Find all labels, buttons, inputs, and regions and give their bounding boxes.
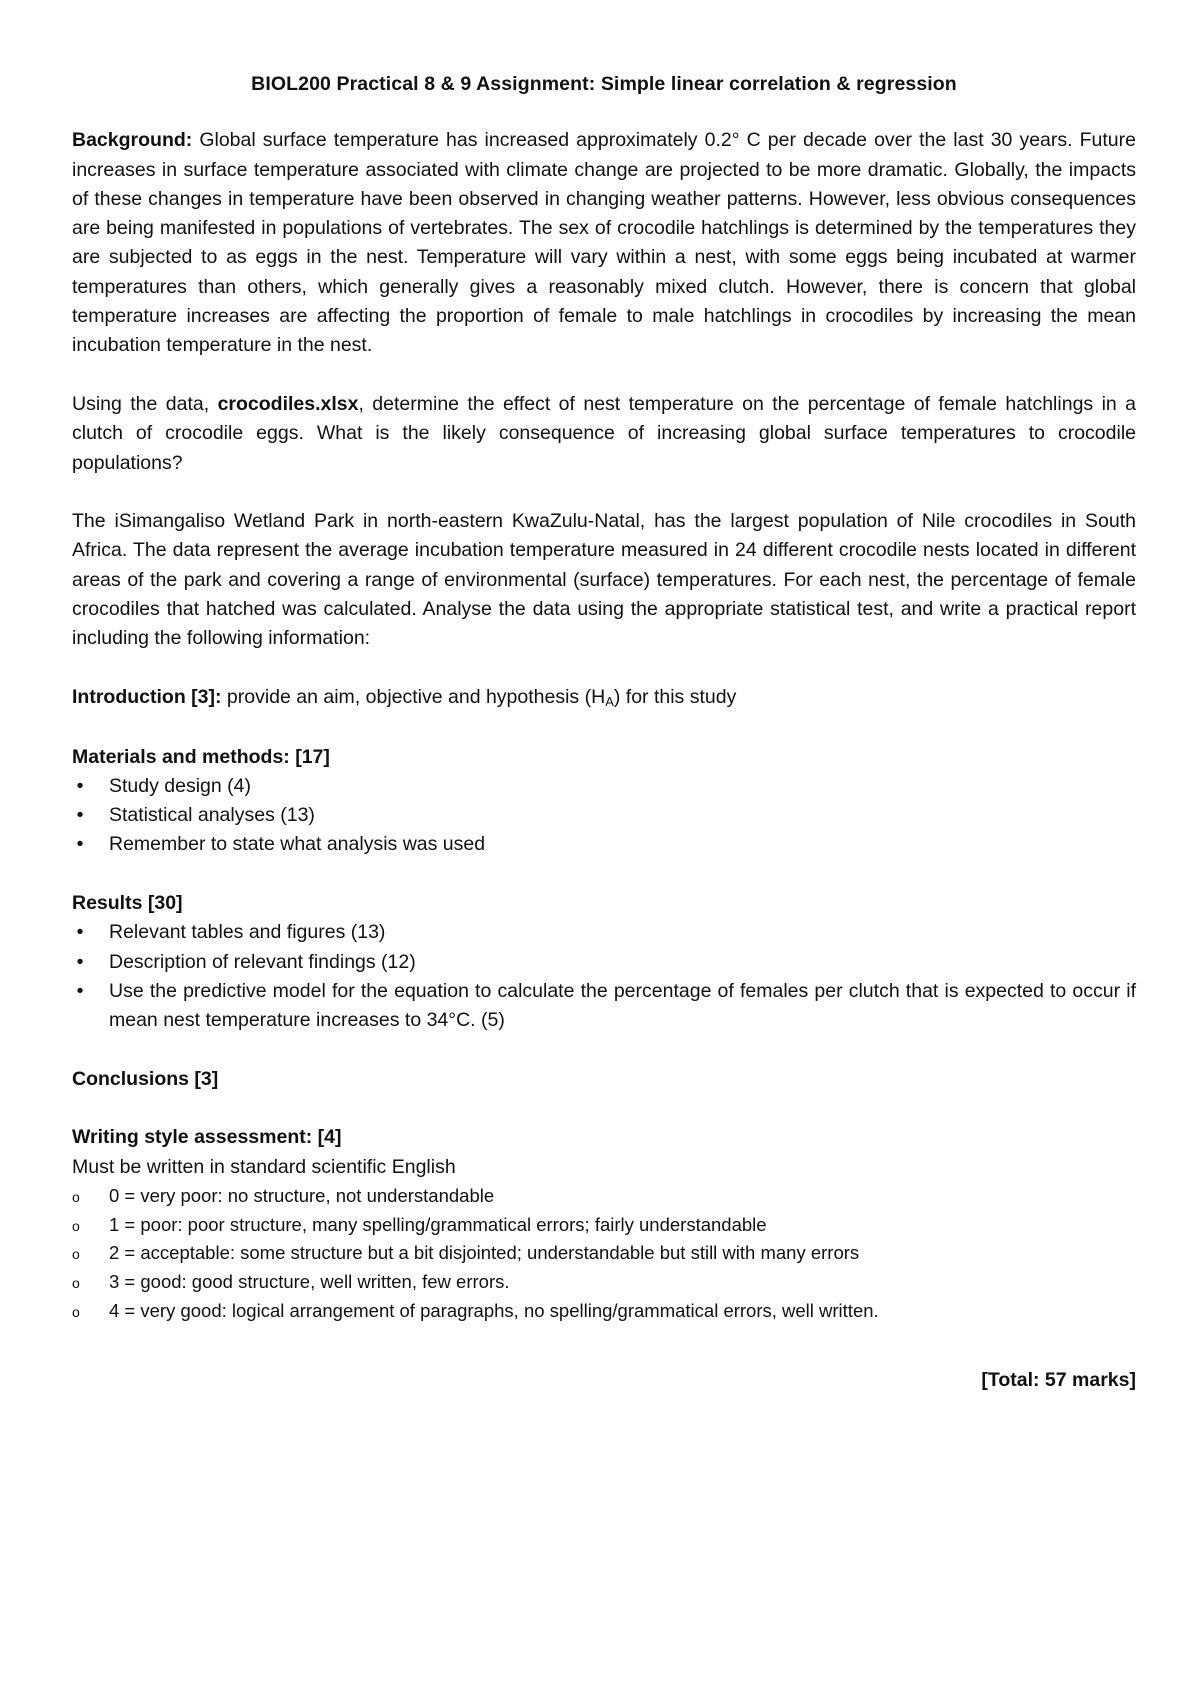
list-item <box>72 977 1136 1036</box>
total-marks: [Total: 57 marks] <box>981 1368 1136 1391</box>
list-item-text: 3 = good: good structure, well written, few errors. <box>109 1271 510 1293</box>
list-item <box>72 1268 1136 1297</box>
introduction-text: provide an aim, objective and hypothesis (H <box>221 685 606 708</box>
bullet-icon: • <box>76 804 84 827</box>
context-paragraph: The iSimangaliso Wetland Park in north-eastern KwaZulu-Natal, has the largest population of Nile crocodiles in South Africa. The data represent the average incubation temperature measured in 24 different crocodile nests located in different areas of the park and covering a range of environmental (surface) temperatures. For each nest, the percentage of female crocodiles that hatched was calculated. Analyse the data using the appropriate statistical test, and write a practical report including the following information: <box>72 510 1136 650</box>
background-paragraph <box>72 126 1136 360</box>
background-label: Background: <box>72 129 193 152</box>
list-item <box>72 948 1136 977</box>
list-item <box>72 772 1136 801</box>
list-item <box>72 1239 1136 1268</box>
writing-intro: Must be written in standard scientific English <box>72 1155 456 1178</box>
writing-heading: Writing style assessment: [4] <box>72 1126 342 1149</box>
list-item-text: 0 = very poor: no structure, not understandable <box>109 1184 495 1206</box>
introduction-label: Introduction [3]: <box>72 685 222 708</box>
results-list <box>72 918 1136 1035</box>
list-item <box>72 1211 1136 1240</box>
introduction-text-end: ) for this study <box>613 685 737 708</box>
list-item-text: 4 = very good: logical arrangement of paragraphs, no spelling/grammatical errors, well written. <box>109 1299 879 1321</box>
data-filename: crocodiles.xlsx <box>217 392 359 415</box>
spacer <box>72 1094 1136 1123</box>
circle-bullet-icon: o <box>72 1303 80 1320</box>
task-paragraph <box>72 390 1136 478</box>
methods-heading: Materials and methods: [17] <box>72 745 330 768</box>
list-item-text: 1 = poor: poor structure, many spelling/grammatical errors; fairly understandable <box>109 1213 767 1235</box>
assignment-page <box>72 70 1136 1395</box>
spacer <box>72 713 1136 742</box>
list-item-text: Relevant tables and figures (13) <box>109 921 386 944</box>
bullet-icon: • <box>76 774 84 797</box>
bullet-icon: • <box>76 921 84 944</box>
list-item <box>72 801 1136 830</box>
list-item <box>72 1297 1136 1326</box>
introduction-line <box>72 683 1136 713</box>
document-title: BIOL200 Practical 8 & 9 Assignment: Simple linear correlation & regression <box>251 73 957 95</box>
task-prefix: Using the data, <box>72 392 218 415</box>
list-item-text: Use the predictive model for the equation to calculate the percentage of females per clutch that is expected to occur if mean nest temperature increases to 34°C. (5) <box>109 979 1136 1032</box>
methods-list <box>72 772 1136 860</box>
bullet-icon: • <box>76 979 84 1002</box>
spacer <box>72 860 1136 889</box>
list-item <box>72 918 1136 947</box>
spacer <box>72 361 1136 390</box>
circle-bullet-icon: o <box>72 1246 80 1263</box>
list-item <box>72 830 1136 859</box>
bullet-icon: • <box>76 833 84 856</box>
task-suffix: , determine the effect of nest temperature on the percentage of female hatchlings in a clutch of crocodile eggs. What is the likely consequence of increasing global surface temperatures to crocodile populations? <box>72 392 1136 474</box>
spacer <box>72 654 1136 683</box>
hypothesis-subscript: A <box>605 693 614 709</box>
circle-bullet-icon: o <box>72 1188 80 1205</box>
writing-scale-list <box>72 1182 1136 1326</box>
list-item-text: 2 = acceptable: some structure but a bit disjointed; understandable but still with many errors <box>109 1242 860 1264</box>
results-heading: Results [30] <box>72 892 183 915</box>
circle-bullet-icon: o <box>72 1217 80 1234</box>
conclusions-heading: Conclusions [3] <box>72 1067 219 1090</box>
list-item-text: Description of relevant findings (12) <box>109 950 416 973</box>
spacer <box>72 478 1136 507</box>
list-item <box>72 1182 1136 1211</box>
bullet-icon: • <box>76 950 84 973</box>
background-text: Global surface temperature has increased approximately 0.2° C per decade over the last 30 years. Future increases in surface temperature associated with climate change are projected to be more dramatic. Globally, the impacts of these changes in temperature have been observed in changing weather patterns. However, less obvious consequences are being manifested in populations of vertebrates. The sex of crocodile hatchlings is determined by the temperatures they are subjected to as eggs in the nest. Temperature will vary within a nest, with some eggs being incubated at warmer temperatures than others, which generally gives a reasonably mixed clutch. However, there is concern that global temperature increases are affecting the proportion of female to male hatchlings in crocodiles by increasing the mean incubation temperature in the nest. <box>72 129 1136 357</box>
list-item-text: Study design (4) <box>109 774 251 797</box>
circle-bullet-icon: o <box>72 1275 80 1292</box>
spacer <box>72 1036 1136 1065</box>
list-item-text: Remember to state what analysis was used <box>109 833 486 856</box>
list-item-text: Statistical analyses (13) <box>109 804 315 827</box>
